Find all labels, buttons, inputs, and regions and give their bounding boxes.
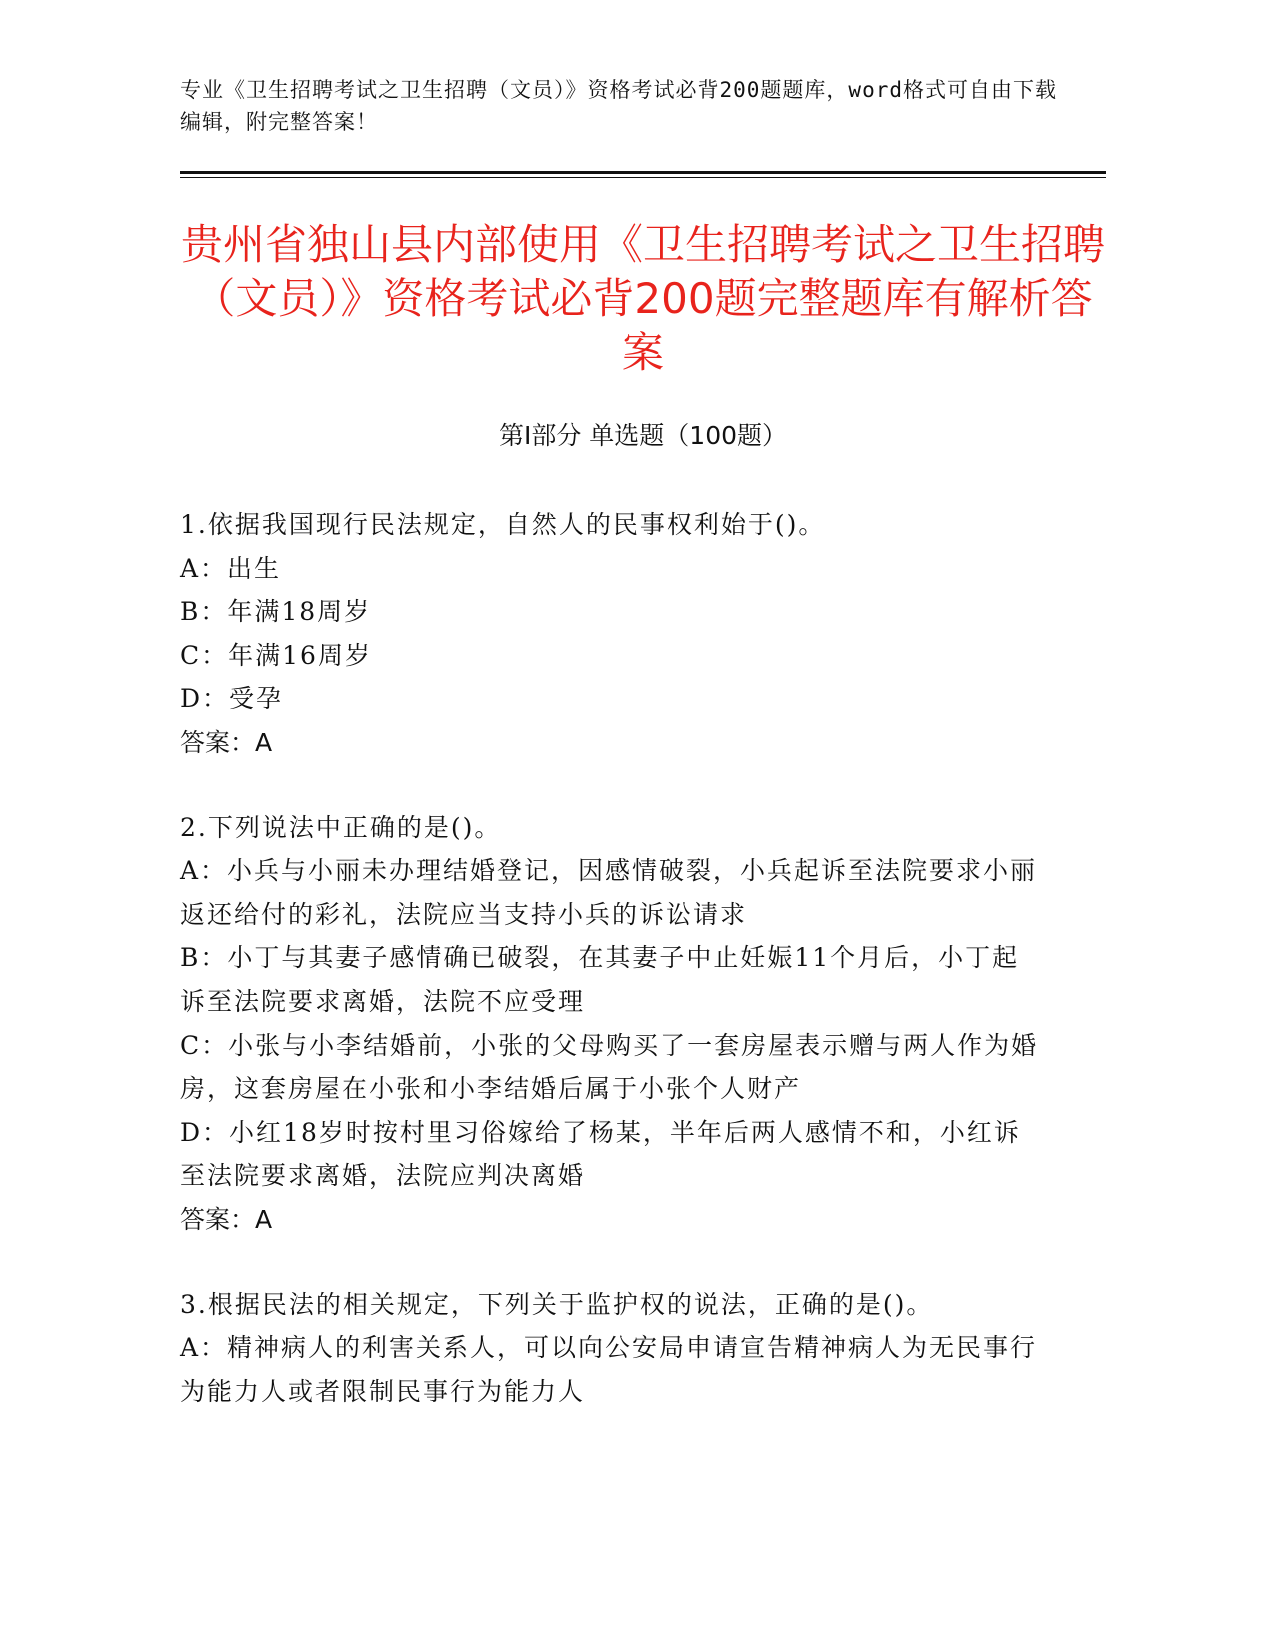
question-1 [180, 503, 1040, 765]
question-stem: 2.下列说法中正确的是()。 [180, 812, 502, 842]
question-3 [180, 1283, 1040, 1414]
question-stem: 1.依据我国现行民法规定，自然人的民事权利始于()。 [180, 510, 826, 539]
option-b: B：小丁与其妻子感情确已破裂，在其妻子中止妊娠11个月后，小丁起诉至法院要求离婚，法院不应受理 [180, 943, 1020, 1016]
option-a: A：精神病人的利害关系人，可以向公安局申请宣告精神病人为无民事行为能力人或者限制民事行为能力人 [180, 1333, 1038, 1406]
option-a: A：小兵与小丽未办理结婚登记，因感情破裂，小兵起诉至法院要求小丽返还给付的彩礼，法院应当支持小兵的诉讼请求 [180, 856, 1038, 929]
answer: 答案：A [180, 1204, 273, 1234]
question-stem: 3.根据民法的相关规定，下列关于监护权的说法，正确的是()。 [180, 1289, 934, 1319]
section-title: 第I部分 单选题（100题） [498, 421, 788, 450]
question-list [180, 503, 1040, 1454]
document-title: 贵州省独山县内部使用《卫生招聘考试之卫生招聘（文员）》资格考试必背200题完整题库有解析答案 [180, 220, 1105, 377]
option-c: C：小张与小李结婚前，小张的父母购买了一套房屋表示赠与两人作为婚房，这套房屋在小张和小李结婚后属于小张个人财产 [180, 1030, 1039, 1104]
answer: 答案：A [180, 727, 273, 757]
option-a: A：出生 [180, 553, 282, 583]
header-note: 专业《卫生招聘考试之卫生招聘（文员）》资格考试必背200题题库，word格式可自由下载编辑，附完整答案！ [180, 78, 1057, 134]
option-c: C：年满16周岁 [180, 640, 372, 670]
header-rule-thick [180, 171, 1106, 174]
option-d: D：受孕 [180, 684, 284, 714]
question-2 [180, 806, 1040, 1242]
option-d: D：小红18岁时按村里习俗嫁给了杨某，半年后两人感情不和，小红诉至法院要求离婚，法院应判决离婚 [180, 1117, 1021, 1191]
option-b: B：年满18周岁 [180, 597, 372, 627]
header-rule-thin [180, 177, 1106, 178]
